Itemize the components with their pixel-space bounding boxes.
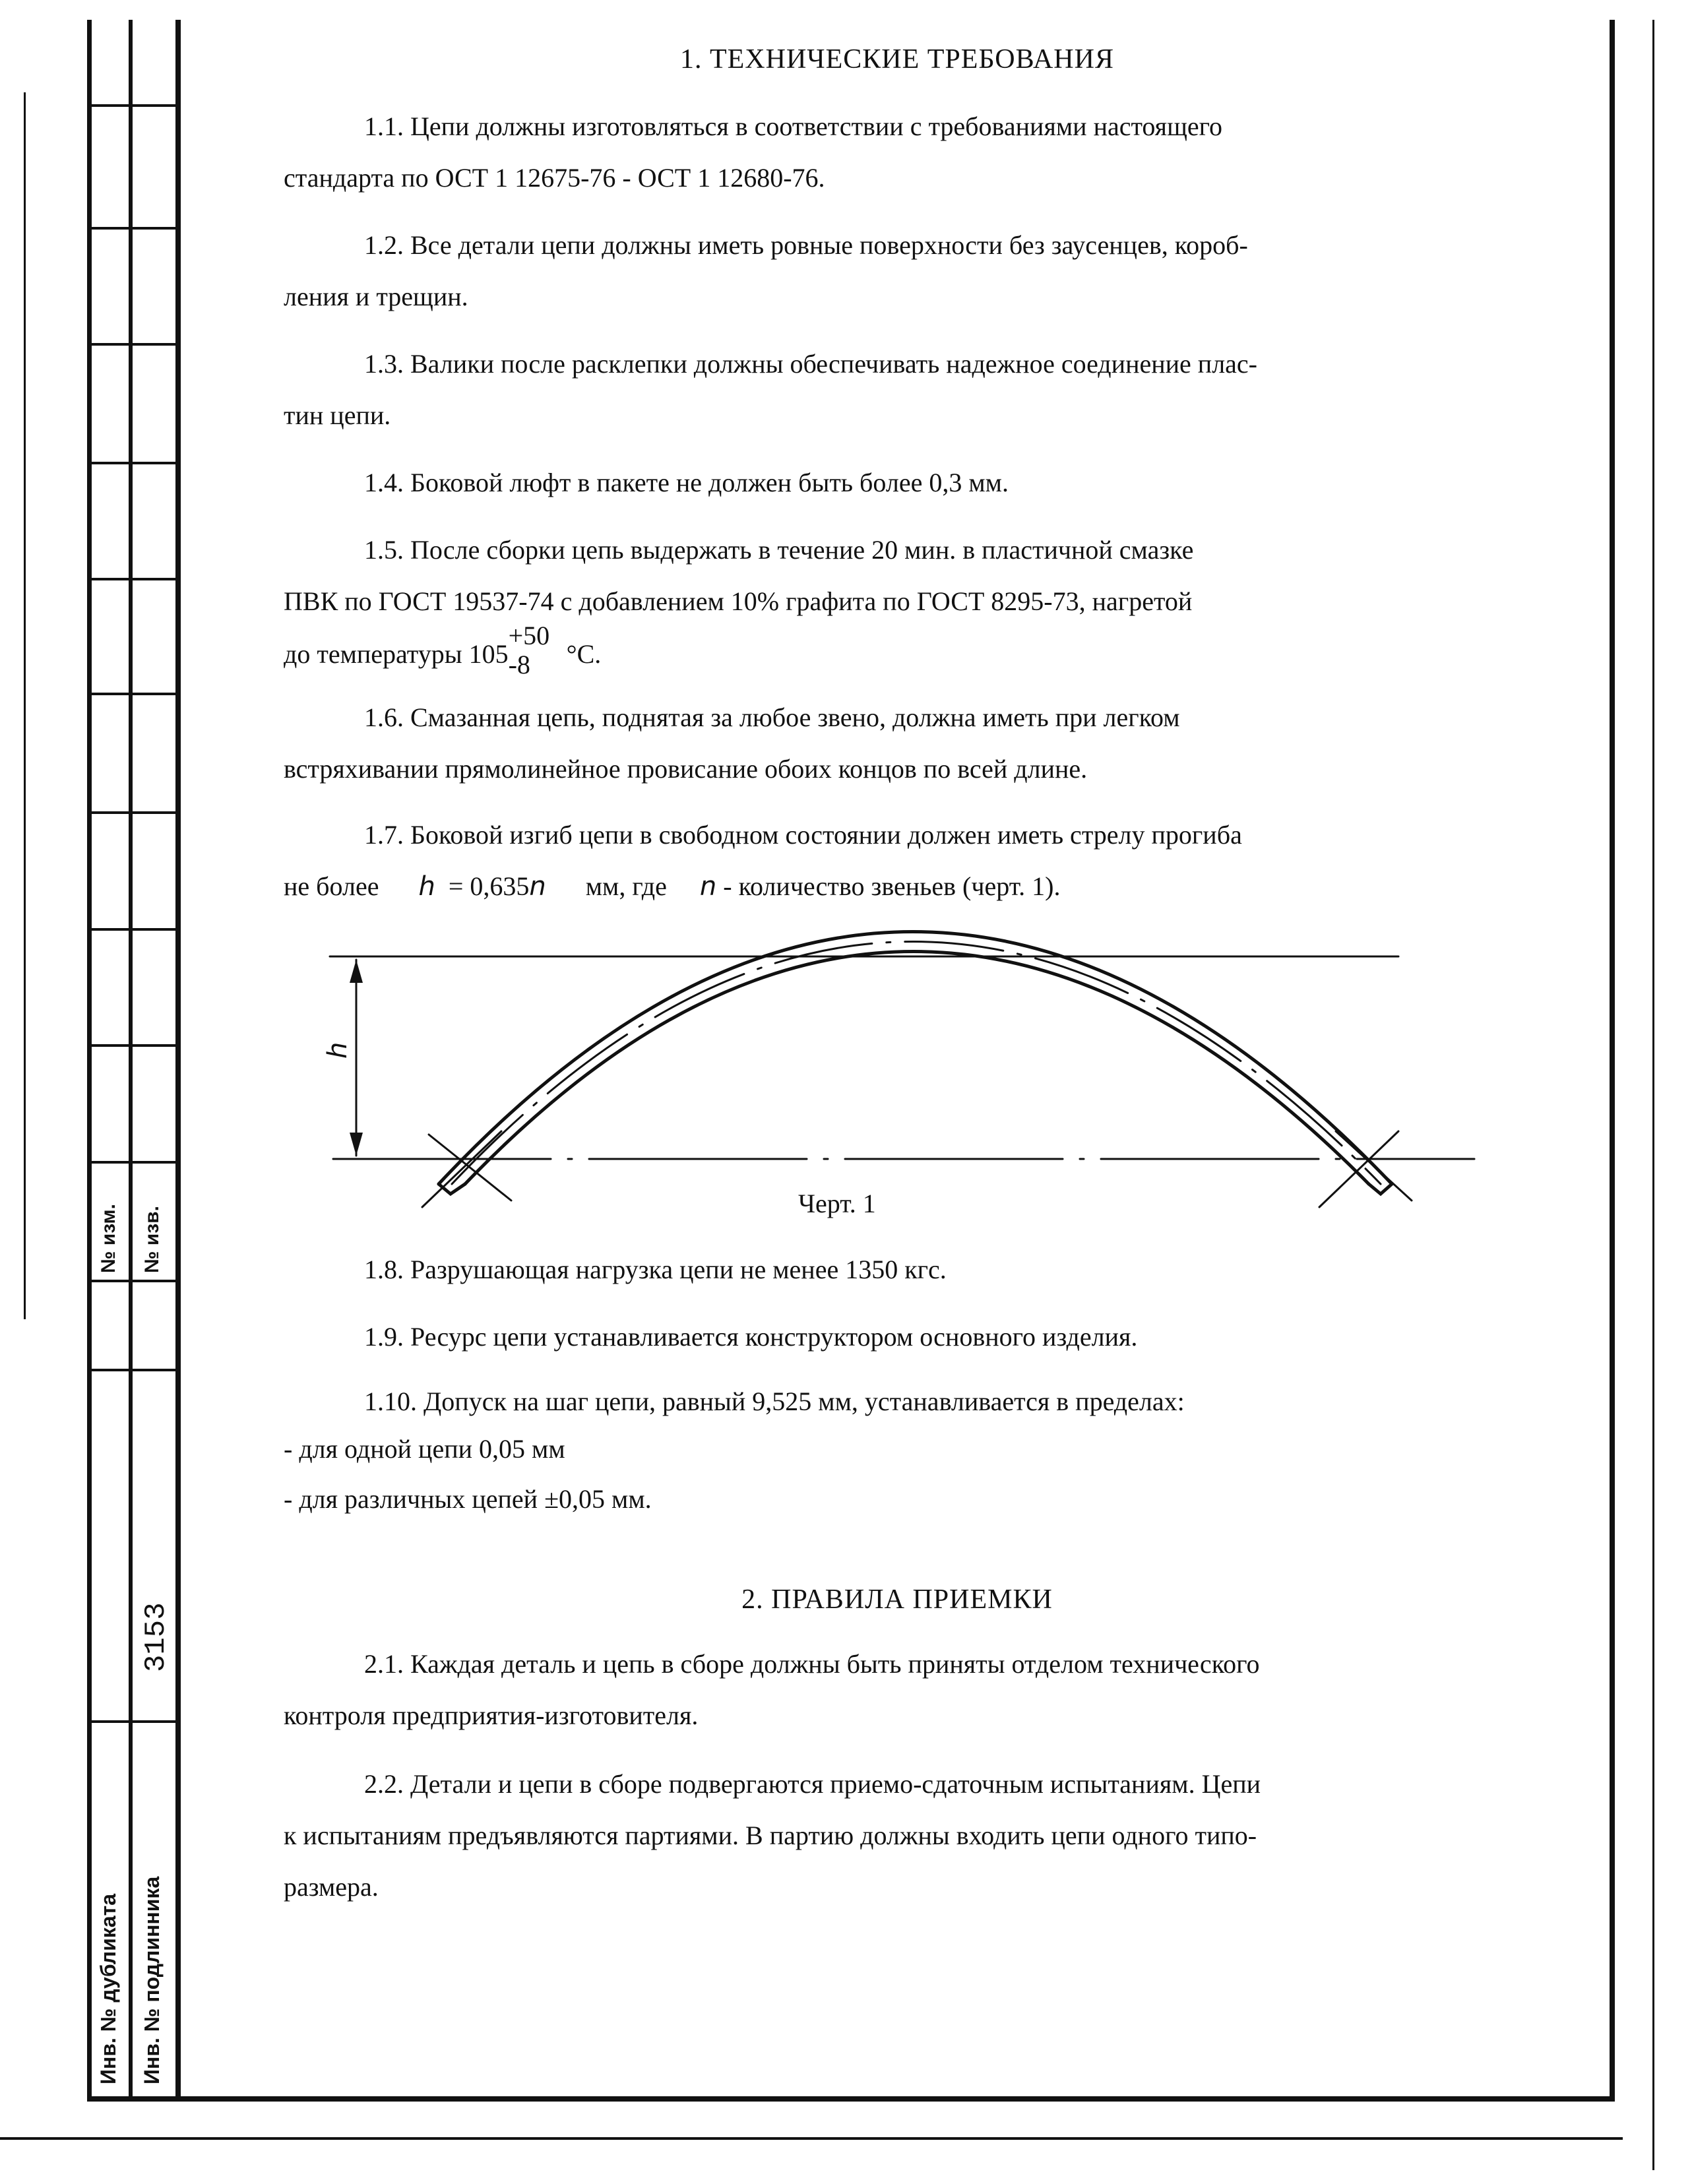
dimension-arrow-bottom — [350, 1133, 363, 1156]
paragraph-2-1-line-1: 2.1. Каждая деталь и цепь в сборе должны быть приняты отделом технического — [364, 1649, 1260, 1679]
chain-end-right — [1369, 1184, 1392, 1194]
paragraph-1-10-line-1: 1.10. Допуск на шаг цепи, равный 9,525 мм, устанавливается в пределах: — [364, 1387, 1185, 1416]
formula-n-definition: n — [699, 871, 717, 902]
paragraph-1-1-line-1: 1.1. Цепи должны изготовляться в соответствии с требованиями настоящего — [364, 111, 1223, 141]
paragraph-1-10-line-2: - для одной цепи 0,05 мм — [284, 1434, 565, 1464]
paragraph-1-10-line-3: - для различных цепей ±0,05 мм. — [284, 1484, 652, 1514]
formula-n: n — [529, 871, 546, 902]
paragraph-1-5-line-2: ПВК по ГОСТ 19537-74 с добавлением 10% графита по ГОСТ 8295-73, нагретой — [284, 586, 1193, 616]
figure-caption: Черт. 1 — [798, 1189, 876, 1218]
end-cross-left-b — [422, 1131, 501, 1207]
paragraph-2-2-line-3: размера. — [284, 1872, 379, 1902]
paragraph-1-9: 1.9. Ресурс цепи устанавливается конструктором основного изделия. — [364, 1322, 1138, 1352]
end-cross-right-a — [1319, 1131, 1398, 1207]
stamp-izm-label: № изм. — [98, 1204, 119, 1273]
chain-arc-center — [452, 942, 1381, 1185]
paragraph-1-3-line-1: 1.3. Валики после расклепки должны обеспечивать надежное соединение плас- — [364, 349, 1257, 379]
paragraph-1-7-line-1: 1.7. Боковой изгиб цепи в свободном состоянии должен иметь стрелу прогиба — [364, 820, 1242, 850]
paragraph-1-2-line-1: 1.2. Все детали цепи должны иметь ровные поверхности без заусенцев, короб- — [364, 230, 1248, 260]
dimension-arrow-top — [350, 960, 363, 983]
chain-arc-outer — [439, 932, 1392, 1185]
section-2-title: 2. ПРАВИЛА ПРИЕМКИ — [741, 1584, 1053, 1615]
temperature-lower-tolerance: -8 — [508, 650, 530, 679]
formula-h: h — [418, 871, 435, 902]
paragraph-1-3-line-2: тин цепи. — [284, 400, 391, 430]
paragraph-1-5-line-1: 1.5. После сборки цепь выдержать в течение 20 мин. в пластичной смазке — [364, 535, 1194, 565]
stamp-izv-label: № изв. — [141, 1206, 163, 1273]
formula-unit: мм, где — [585, 871, 667, 901]
temperature-prefix: до температуры 105 — [284, 639, 509, 669]
formula-value: = 0,635 — [448, 871, 530, 901]
paragraph-1-1-line-2: стандарта по ОСТ 1 12675-76 - ОСТ 1 12680-76. — [284, 163, 825, 193]
temperature-unit: °С. — [566, 639, 602, 669]
section-1-title: 1. ТЕХНИЧЕСКИЕ ТРЕБОВАНИЯ — [680, 44, 1114, 75]
figure-h-label: h — [323, 1042, 353, 1059]
temperature-upper-tolerance: +50 — [508, 621, 550, 650]
stamp-dup-label: Инв. № дубликата — [96, 1893, 120, 2084]
paragraph-2-2-line-1: 2.2. Детали и цепи в сборе подвергаются приемо-сдаточным испытаниям. Цепи — [364, 1769, 1261, 1799]
paragraph-1-4: 1.4. Боковой люфт в пакете не должен быть более 0,3 мм. — [364, 468, 1009, 497]
stamp-orig-label: Инв. № подлинника — [140, 1876, 164, 2084]
paragraph-2-1-line-2: контроля предприятия-изготовителя. — [284, 1700, 699, 1730]
paragraph-2-2-line-2: к испытаниям предъявляются партиями. В партию должны входить цепи одного типо- — [284, 1821, 1257, 1850]
formula-prefix: не более — [284, 871, 379, 901]
formula-suffix: - количество звеньев (черт. 1). — [723, 871, 1061, 901]
paragraph-1-6-line-2: встряхивании прямолинейное провисание обоих концов по всей длине. — [284, 754, 1088, 784]
end-cross-left-a — [429, 1135, 511, 1201]
paragraph-1-2-line-2: ления и трещин. — [284, 282, 468, 311]
chain-end-left — [439, 1184, 465, 1194]
paragraph-1-6-line-1: 1.6. Смазанная цепь, поднятая за любое звено, должна иметь при легком — [364, 702, 1180, 732]
chain-arc-inner — [465, 952, 1369, 1185]
paragraph-1-8: 1.8. Разрушающая нагрузка цепи не менее 1350 кгс. — [364, 1255, 947, 1284]
stamp-inv-number: 3153 — [140, 1602, 173, 1672]
